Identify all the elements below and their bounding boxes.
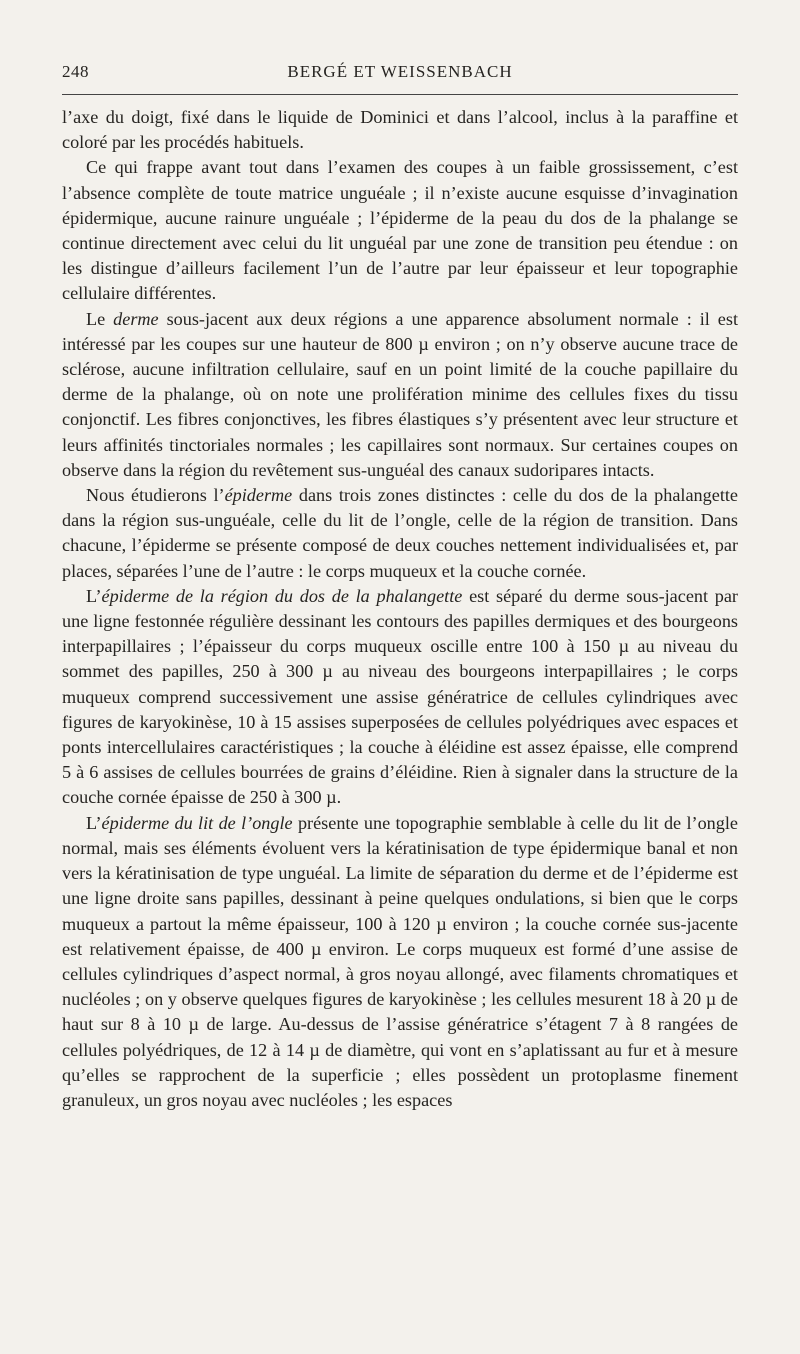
paragraph-5-text: est séparé du derme sous-jacent par une ligne festonnée régulière dessinant les contours des papilles dermiques et des bourgeons interpapillaires ; l’épaisseur du corps muqueux oscille entre 100 à 150 µ au niveau du sommet des papilles, 250 à 300 µ au niveau des bourgeons interpapillaires ; le corps muqueux comprend successivement une assise génératrice de cellules cylindriques avec figures de karyokinèse, 10 à 15 assises superposées de cellules polyédriques avec espaces et ponts intercellulaires caractéristiques ; la couche à éléidine est assez épaisse, elle comprend 5 à 6 assises de cellules bourrées de grains d’éléidine. Rien à signaler dans la structure de la couche cornée épaisse de 250 à 300 µ. xyxy=(62,585,738,808)
paragraph-1 xyxy=(62,105,738,155)
running-head-title: BERGÉ ET WEISSENBACH xyxy=(287,62,513,81)
paragraph-5 xyxy=(62,584,738,811)
paragraph-3 xyxy=(62,307,738,483)
paragraph-6-lead: L’ xyxy=(86,812,102,833)
paragraph-6 xyxy=(62,811,738,1113)
paragraph-5-lead: L’ xyxy=(86,585,102,606)
paragraph-6-italic-term: épiderme du lit de l’ongle xyxy=(101,812,293,833)
page-number: 248 xyxy=(62,62,89,81)
paragraph-6-text: présente une topographie semblable à celle du lit de l’ongle normal, mais ses éléments évoluent vers la kératinisation de type épidermique banal et non vers la kératinisation de type unguéal. La limite de séparation du derme et de l’épiderme est une ligne droite sans papilles, dessinant à peine quelques ondulations, si bien que le corps muqueux a partout la même épaisseur, 100 à 120 µ environ ; la couche cornée sus-jacente est relativement épaisse, de 400 µ environ. Le corps muqueux est formé d’une assise de cellules cylindriques d’aspect normal, à gros noyau allongé, avec filaments chromatiques et nucléoles ; on y observe quelques figures de karyokinèse ; les cellules mesurent 18 à 20 µ de haut sur 8 à 10 µ de large. Au-dessus de l’assise génératrice s’étagent 7 à 8 rangées de cellules polyédriques, de 12 à 14 µ de diamètre, qui vont en s’aplatissant au fur et à mesure qu’elles se rapprochent de la superficie ; elles possèdent un protoplasme finement granuleux, un gros noyau avec nucléoles ; les espaces xyxy=(62,812,738,1110)
paragraph-1-text: l’axe du doigt, fixé dans le liquide de Dominici et dans l’alcool, inclus à la paraffine et coloré par les procédés habituels. xyxy=(62,107,738,153)
page xyxy=(62,56,738,1113)
header-rule xyxy=(62,94,738,95)
paragraph-2-text: Ce qui frappe avant tout dans l’examen des coupes à un faible grossissement, c’est l’absence complète de toute matrice unguéale ; il n’existe aucune esquisse d’invagination épidermique, aucune rainure unguéale ; l’épiderme de la peau du dos de la phalange se continue directement avec celui du lit unguéal par une zone de transition peu étendue : on les distingue d’ailleurs facilement l’un de l’autre par leur épaisseur et leur topographie cellulaire différentes. xyxy=(62,157,738,304)
paragraph-4-text: dans trois zones distinctes : celle du dos de la phalangette dans la région sus-unguéale, celle du lit de l’ongle, celle de la région de transition. Dans chacune, l’épiderme se présente composé de deux couches nettement individualisées et, par places, séparées l’une de l’autre : le corps muqueux et la couche cornée. xyxy=(62,485,738,581)
paragraph-2 xyxy=(62,155,738,306)
paragraph-3-text: sous-jacent aux deux régions a une apparence absolument normale : il est intéressé par les coupes sur une hauteur de 800 µ environ ; on n’y observe aucune trace de sclérose, aucune infiltration cellulaire, sauf en un point limité de la couche papillaire du derme de la phalange, où on note une prolifération minime des cellules fixes du tissu conjonctif. Les fibres conjonctives, les fibres élastiques s’y présentent avec leur structure et leurs affinités tinctoriales normales ; les capillaires sont normaux. Sur certaines coupes on observe dans la région du revêtement sus-unguéal des canaux sudoripares intacts. xyxy=(62,308,738,480)
paragraph-4-lead: Nous étudierons l’ xyxy=(86,485,225,506)
paragraph-4 xyxy=(62,483,738,584)
paragraph-3-lead: Le xyxy=(86,308,114,329)
paragraph-4-italic-term: épiderme xyxy=(224,485,293,506)
running-head xyxy=(62,56,738,86)
paragraph-3-italic-term: derme xyxy=(113,308,159,329)
paragraph-5-italic-term: épiderme de la région du dos de la phalangette xyxy=(101,585,463,606)
body-text xyxy=(62,105,738,1113)
